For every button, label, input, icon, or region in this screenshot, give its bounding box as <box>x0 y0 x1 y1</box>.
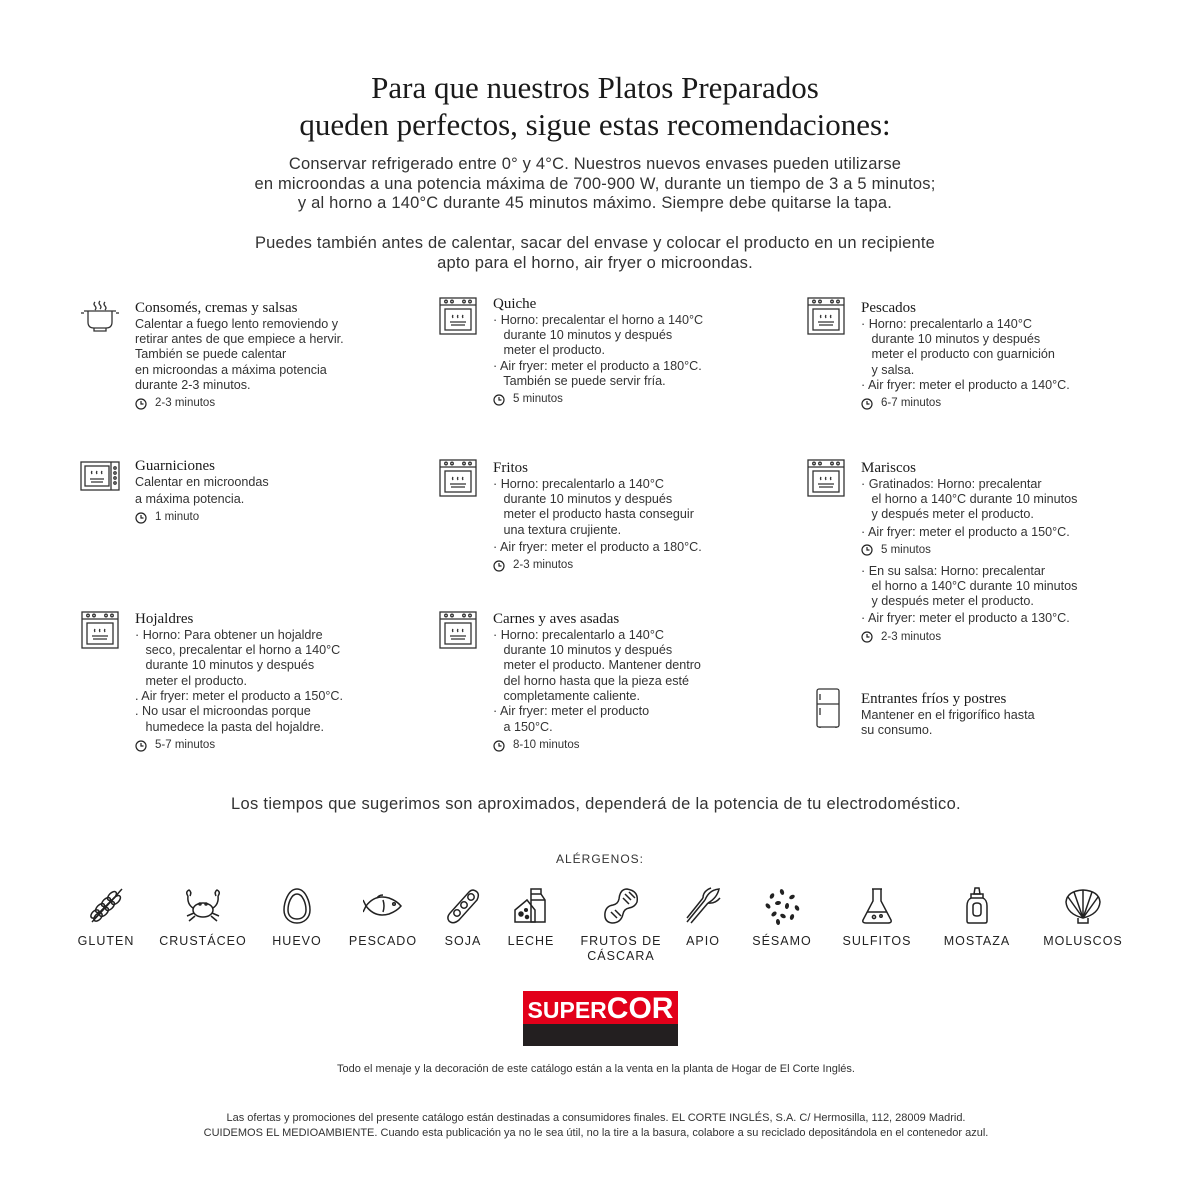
allergen-label: SULFITOS <box>842 934 912 948</box>
cook-time <box>861 396 1070 411</box>
allergen-label: MOLUSCOS <box>1043 934 1123 948</box>
approximate-times-note: Los tiempos que sugerimos son aproximados, dependerá de la potencia de tu electrodoméstico. <box>231 795 961 813</box>
card-title: Guarniciones <box>135 458 215 474</box>
card-line: Calentar a fuego lento removiendo y <box>135 317 339 331</box>
card-line: el horno a 140°C durante 10 minutos <box>861 579 1078 594</box>
clock-icon <box>493 394 505 406</box>
card-line: · Air fryer: meter el producto a 180°C. <box>493 539 702 554</box>
clock-icon <box>861 631 873 643</box>
card-line: en microondas a máxima potencia <box>135 362 327 377</box>
card-line: · Horno: Para obtener un hojaldre <box>135 628 323 642</box>
intro-line: Conservar refrigerado entre 0° y 4°C. Nuestros nuevos envases pueden utilizarse <box>288 155 902 173</box>
oven-icon <box>806 458 846 498</box>
oven-icon <box>80 610 120 650</box>
allergen-label: SOJA <box>444 934 482 948</box>
shell-icon <box>1063 886 1103 926</box>
logo-text-super: SUPER <box>527 997 607 1023</box>
cook-time-value: 5-7 minutos <box>155 739 216 752</box>
intro-paragraph-2 <box>0 234 1190 273</box>
clock-icon <box>135 740 147 752</box>
card-line: · Gratinados: Horno: precalentar <box>861 477 1042 491</box>
microwave-icon <box>80 457 120 497</box>
card-line: También se puede servir fría. <box>493 373 666 388</box>
card-line: una textura crujiente. <box>493 522 622 537</box>
allergen-label-line: CÁSCARA <box>587 949 655 963</box>
card-line: retirar antes de que empiece a hervir. <box>135 332 344 347</box>
cook-time-value: 2-3 minutos <box>513 559 574 572</box>
sesame-icon <box>762 886 802 926</box>
card-line: humedece la pasta del hojaldre. <box>135 720 325 735</box>
egg-icon <box>277 886 317 926</box>
card-line: · Air fryer: meter el producto <box>493 704 650 719</box>
card-line: · En su salsa: Horno: precalentar <box>861 563 1046 578</box>
oven-icon <box>438 458 478 498</box>
cook-time <box>861 630 1077 645</box>
logo-text <box>523 991 678 1024</box>
allergen-label: MOSTAZA <box>943 934 1011 948</box>
card-line: · Air fryer: meter el producto a 150°C. <box>861 524 1070 539</box>
allergen-label: LECHE <box>507 934 555 948</box>
card-title: Consomés, cremas y salsas <box>135 300 298 316</box>
allergen-label: APIO <box>686 934 720 948</box>
card-title: Quiche <box>493 296 537 312</box>
clock-icon <box>861 544 873 556</box>
pot-icon <box>80 296 120 336</box>
logo-text-cor: COR <box>606 992 674 1025</box>
cook-time <box>493 558 702 573</box>
milk-icon <box>511 886 551 926</box>
card-line: · Horno: precalentarlo a 140°C <box>493 628 664 642</box>
intro-line: y al horno a 140°C durante 45 minutos máximo. Siempre debe quitarse la tapa. <box>297 194 893 212</box>
cook-time-value: 6-7 minutos <box>881 397 942 410</box>
flask-icon <box>857 886 897 926</box>
card-line: meter el producto con guarnición <box>861 347 1055 362</box>
card-line: durante 10 minutos y después <box>493 328 673 343</box>
card-line: seco, precalentar el horno a 140°C <box>135 643 341 658</box>
card-title: Mariscos <box>861 460 916 476</box>
cook-time <box>493 738 701 753</box>
allergen-label: SÉSAMO <box>752 934 812 948</box>
card-line: . No usar el microondas porque <box>135 704 311 719</box>
card-line: . Air fryer: meter el producto a 150°C. <box>135 688 344 703</box>
allergen-sulfitos <box>822 886 932 949</box>
crab-icon <box>183 886 223 926</box>
clock-icon <box>493 740 505 752</box>
supercor-logo <box>523 991 678 1046</box>
card-line: meter el producto. Mantener dentro <box>493 658 701 673</box>
peanut-icon <box>601 886 641 926</box>
wheat-icon <box>86 886 126 926</box>
cook-time <box>493 392 703 407</box>
celery-icon <box>683 886 723 926</box>
cook-time-value: 5 minutos <box>513 393 563 406</box>
clock-icon <box>493 560 505 572</box>
card-line: completamente caliente. <box>493 688 641 703</box>
page-title-line1: Para que nuestros Platos Preparados <box>371 70 819 105</box>
fridge-icon <box>806 688 846 728</box>
oven-icon <box>438 610 478 650</box>
allergen-label: GLUTEN <box>77 934 135 948</box>
cook-time-value: 1 minuto <box>155 511 200 524</box>
card-line: y salsa. <box>861 362 915 377</box>
allergens-title: ALÉRGENOS: <box>555 852 645 866</box>
card-line: meter el producto. <box>493 343 605 358</box>
cook-time-value: 5 minutos <box>881 543 931 556</box>
card-line: durante 10 minutos y después <box>493 643 673 658</box>
card-line: · Horno: precalentarlo a 140°C <box>493 477 664 491</box>
card-line: del horno hasta que la pieza esté <box>493 673 690 688</box>
card-line: · Air fryer: meter el producto a 180°C. <box>493 358 702 373</box>
card-line: y después meter el producto. <box>861 507 1034 522</box>
allergen-sesamo <box>727 886 837 949</box>
allergen-label-line: FRUTOS DE <box>580 934 662 948</box>
card-line: También se puede calentar <box>135 347 287 362</box>
clock-icon <box>135 398 147 410</box>
footer-legal-1: Las ofertas y promociones del presente catálogo están destinadas a consumidores finales. EL CORTE INGLÉS, S.A. C/ Hermosilla, 112, 28009 Madrid. <box>226 1112 966 1124</box>
card-line: meter el producto. <box>135 673 247 688</box>
card-line: el horno a 140°C durante 10 minutos <box>861 492 1078 507</box>
card-title: Carnes y aves asadas <box>493 611 620 627</box>
card-line: meter el producto hasta conseguir <box>493 507 694 522</box>
oven-icon <box>806 296 846 336</box>
card-line: y después meter el producto. <box>861 594 1034 609</box>
card-title: Pescados <box>861 300 916 316</box>
cook-time-value: 8-10 minutos <box>513 739 580 752</box>
card-line: · Horno: precalentar el horno a 140°C <box>493 313 704 327</box>
card-line: su consumo. <box>861 723 933 738</box>
oven-icon <box>438 296 478 336</box>
card-title: Fritos <box>493 460 529 476</box>
allergen-mostaza <box>922 886 1032 949</box>
fish-icon <box>363 886 403 926</box>
card-line: durante 10 minutos y después <box>493 492 673 507</box>
intro-line: Puedes también antes de calentar, sacar del envase y colocar el producto en un recipiente <box>254 234 936 252</box>
allergen-gluten <box>51 886 161 949</box>
card-title: Hojaldres <box>135 611 194 627</box>
card-line: a máxima potencia. <box>135 492 245 507</box>
cook-time-value: 2-3 minutos <box>155 397 216 410</box>
intro-paragraph-1 <box>0 155 1190 214</box>
card-line: · Air fryer: meter el producto a 130°C. <box>861 611 1070 626</box>
cook-time <box>135 510 269 525</box>
card-title: Entrantes fríos y postres <box>861 691 1007 707</box>
cook-time-value: 2-3 minutos <box>881 630 942 643</box>
cook-time <box>861 543 1077 558</box>
allergen-label: HUEVO <box>272 934 322 948</box>
allergen-label: PESCADO <box>348 934 418 948</box>
allergen-moluscos <box>1028 886 1138 949</box>
logo-black-band <box>523 1024 678 1046</box>
card-line: Calentar en microondas <box>135 475 269 489</box>
card-line: durante 2-3 minutos. <box>135 377 251 392</box>
intro-line: en microondas a una potencia máxima de 700-900 W, durante un tiempo de 3 a 5 minutos; <box>254 174 936 193</box>
card-line: durante 10 minutos y después <box>861 332 1041 347</box>
cook-time <box>135 738 343 753</box>
card-line: · Air fryer: meter el producto a 140°C. <box>861 377 1070 392</box>
clock-icon <box>861 398 873 410</box>
mustard-icon <box>957 886 997 926</box>
clock-icon <box>135 512 147 524</box>
card-line: durante 10 minutos y después <box>135 658 315 673</box>
cook-time <box>135 396 344 411</box>
card-line: Mantener en el frigorífico hasta <box>861 708 1035 722</box>
intro-line: apto para el horno, air fryer o microondas. <box>437 253 753 272</box>
page-title-line2: queden perfectos, sigue estas recomendaciones: <box>299 107 891 142</box>
allergen-label: CRUSTÁCEO <box>159 934 247 948</box>
footer-legal-2: CUIDEMOS EL MEDIOAMBIENTE. Cuando esta publicación ya no le sea útil, no la tire a la basura, colabore a su reciclado depositándola en el contenedor azul. <box>203 1127 989 1139</box>
card-line: a 150°C. <box>493 720 553 735</box>
card-line: · Horno: precalentarlo a 140°C <box>861 317 1032 331</box>
footer-menaje: Todo el menaje y la decoración de este catálogo están a la venta en la planta de Hogar de El Corte Inglés. <box>337 1063 855 1075</box>
